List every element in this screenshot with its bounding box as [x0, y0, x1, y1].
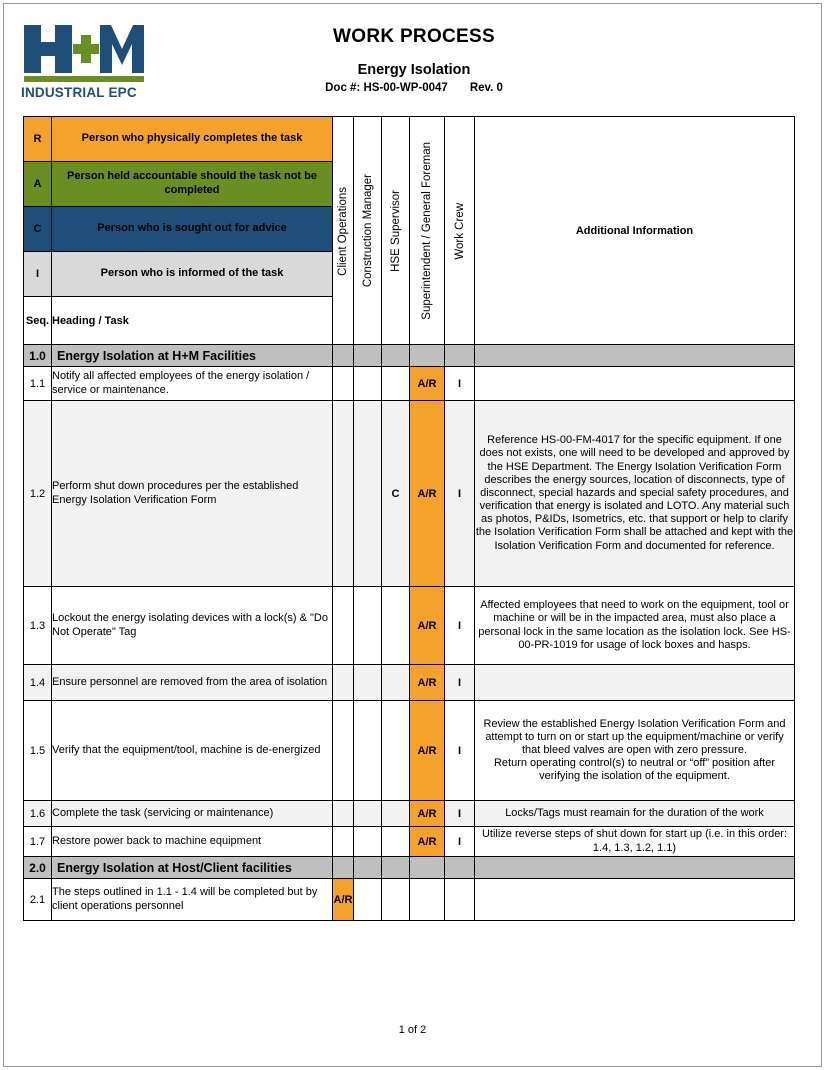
document-title: WORK PROCESS [333, 26, 495, 47]
row-sequence: 1.6 [24, 801, 52, 827]
role-label: Superintendent / General Foreman [421, 142, 433, 320]
raci-cell-role-5: I [445, 665, 475, 701]
table-row [24, 401, 795, 587]
row-sequence: 1.1 [24, 367, 52, 401]
row-additional-information: Utilize reverse steps of shut down for start up (i.e. in this order: 1.4, 1.3, 1.2, 1.1) [475, 827, 795, 857]
raci-cell-role-3 [382, 587, 410, 665]
legend-key-r: R [24, 117, 52, 162]
doc-revision: Rev. 0 [469, 82, 503, 94]
raci-cell-role-4: A/R [410, 665, 445, 701]
section-role-cell [445, 345, 475, 367]
section-role-cell [382, 345, 410, 367]
raci-cell-role-1: A/R [333, 879, 354, 921]
raci-matrix-table [23, 116, 795, 921]
raci-cell-role-2 [354, 587, 382, 665]
section-role-cell [333, 857, 354, 879]
row-task-description: Lockout the energy isolating devices with a lock(s) & "Do Not Operate" Tag [52, 587, 333, 665]
raci-cell-role-4: A/R [410, 401, 445, 587]
role-label: Client Operations [337, 186, 349, 276]
raci-cell-role-1 [333, 701, 354, 801]
row-sequence: 1.4 [24, 665, 52, 701]
raci-cell-role-1 [333, 367, 354, 401]
company-logo [21, 22, 153, 100]
title-block [184, 26, 644, 94]
raci-cell-role-2 [354, 827, 382, 857]
raci-cell-role-1 [333, 801, 354, 827]
table-row [24, 879, 795, 921]
raci-cell-role-5: I [445, 701, 475, 801]
doc-number: Doc #: HS-00-WP-0047 [325, 82, 448, 94]
role-label: Work Crew [453, 202, 466, 260]
legend-description-a: Person held accountable should the task not be completed [52, 162, 333, 207]
section-additional-cell [475, 857, 795, 879]
raci-cell-role-2 [354, 701, 382, 801]
legend-description-i: Person who is informed of the task [52, 252, 333, 297]
section-title: Energy Isolation at Host/Client facilities [52, 857, 333, 879]
raci-cell-role-1 [333, 665, 354, 701]
row-task-description: The steps outlined in 1.1 - 1.4 will be completed but by client operations personnel [52, 879, 333, 921]
raci-cell-role-3 [382, 827, 410, 857]
raci-cell-role-5: I [445, 367, 475, 401]
raci-cell-role-1 [333, 587, 354, 665]
document-meta [184, 82, 644, 94]
raci-cell-role-2 [354, 801, 382, 827]
row-sequence: 1.5 [24, 701, 52, 801]
raci-cell-role-2 [354, 401, 382, 587]
row-additional-information [475, 665, 795, 701]
document-page [3, 3, 822, 1067]
row-task-description: Ensure personnel are removed from the area of isolation [52, 665, 333, 701]
raci-cell-role-4: A/R [410, 801, 445, 827]
table-row [24, 367, 795, 401]
row-sequence: 2.1 [24, 879, 52, 921]
column-header-role-5 [445, 117, 475, 345]
legend-description-c: Person who is sought out for advice [52, 207, 333, 252]
row-additional-information [475, 879, 795, 921]
table-row [24, 701, 795, 801]
row-additional-information [475, 367, 795, 401]
legend-key-i: I [24, 252, 52, 297]
raci-cell-role-5: I [445, 801, 475, 827]
row-additional-information: Review the established Energy Isolation Verification Form and attempt to turn on or start up the equipment/machine or verify that bleed valves are open with zero pressure. Return operating control(s) to neutral or “off” position after verifying the isolation of the equipment. [475, 701, 795, 801]
column-header-role-2 [354, 117, 382, 345]
column-header-seq: Seq. [24, 297, 52, 345]
column-header-role-4 [410, 117, 445, 345]
table-row [24, 665, 795, 701]
raci-cell-role-2 [354, 367, 382, 401]
row-sequence: 1.2 [24, 401, 52, 587]
role-label: Construction Manager [361, 174, 374, 288]
section-header-row [24, 857, 795, 879]
document-header [4, 4, 821, 104]
row-task-description: Complete the task (servicing or maintenance) [52, 801, 333, 827]
hm-logo-mark [21, 22, 153, 84]
table-row [24, 827, 795, 857]
row-task-description: Restore power back to machine equipment [52, 827, 333, 857]
section-number: 2.0 [24, 857, 52, 879]
section-role-cell [354, 345, 382, 367]
raci-cell-role-1 [333, 827, 354, 857]
raci-cell-role-4 [410, 879, 445, 921]
column-header-additional-information: Additional Information [475, 117, 795, 345]
raci-cell-role-4: A/R [410, 701, 445, 801]
page-footer [4, 1024, 821, 1036]
section-header-row [24, 345, 795, 367]
raci-cell-role-4: A/R [410, 367, 445, 401]
table-row [24, 587, 795, 665]
section-role-cell [410, 345, 445, 367]
raci-cell-role-3 [382, 367, 410, 401]
raci-cell-role-1 [333, 401, 354, 587]
row-task-description: Perform shut down procedures per the established Energy Isolation Verification Form [52, 401, 333, 587]
raci-cell-role-4: A/R [410, 827, 445, 857]
legend-row [24, 117, 795, 162]
section-role-cell [354, 857, 382, 879]
raci-cell-role-2 [354, 879, 382, 921]
row-additional-information: Reference HS-00-FM-4017 for the specific equipment. If one does not exists, one will need to be developed and approved by the HSE Department. The Energy Isolation Verification Form describes the energy sources, location of disconnects, type of disconnect, special hazards and special safety procedures, and verification that energy is isolated and LOTO. Any material such as photos, P&IDs, Isometrics, etc. that support or help to clarify the Isolation Verification Form shall be attached and kept with the Isolation Verification Form and documented for reference. [475, 401, 795, 587]
section-role-cell [410, 857, 445, 879]
legend-key-a: A [24, 162, 52, 207]
raci-cell-role-4: A/R [410, 587, 445, 665]
page-number: 1 of 2 [398, 1024, 427, 1036]
raci-cell-role-3: C [382, 401, 410, 587]
row-sequence: 1.7 [24, 827, 52, 857]
raci-cell-role-3 [382, 701, 410, 801]
document-subtitle: Energy Isolation [357, 62, 471, 78]
raci-cell-role-5: I [445, 587, 475, 665]
column-header-role-1 [333, 117, 354, 345]
legend-key-c: C [24, 207, 52, 252]
section-number: 1.0 [24, 345, 52, 367]
section-role-cell [382, 857, 410, 879]
raci-cell-role-5: I [445, 401, 475, 587]
column-header-task: Heading / Task [52, 297, 333, 345]
section-title: Energy Isolation at H+M Facilities [52, 345, 333, 367]
row-additional-information: Affected employees that need to work on the equipment, tool or machine or will be in the impacted area, must also place a personal lock in the same location as the isolation lock. See HS- 00-PR-1019 for usage of lock boxes and hasps. [475, 587, 795, 665]
row-task-description: Verify that the equipment/tool, machine is de-energized [52, 701, 333, 801]
row-additional-information: Locks/Tags must reamain for the duration of the work [475, 801, 795, 827]
role-label: HSE Supervisor [389, 190, 402, 272]
section-role-cell [445, 857, 475, 879]
raci-cell-role-5: I [445, 827, 475, 857]
section-additional-cell [475, 345, 795, 367]
raci-cell-role-3 [382, 665, 410, 701]
legend-description-r: Person who physically completes the task [52, 117, 333, 162]
raci-cell-role-3 [382, 879, 410, 921]
raci-cell-role-3 [382, 801, 410, 827]
row-sequence: 1.3 [24, 587, 52, 665]
logo-tagline: INDUSTRIAL EPC [21, 85, 137, 100]
row-task-description: Notify all affected employees of the energy isolation / service or maintenance. [52, 367, 333, 401]
column-header-role-3 [382, 117, 410, 345]
table-row [24, 801, 795, 827]
section-role-cell [333, 345, 354, 367]
raci-cell-role-2 [354, 665, 382, 701]
raci-cell-role-5 [445, 879, 475, 921]
